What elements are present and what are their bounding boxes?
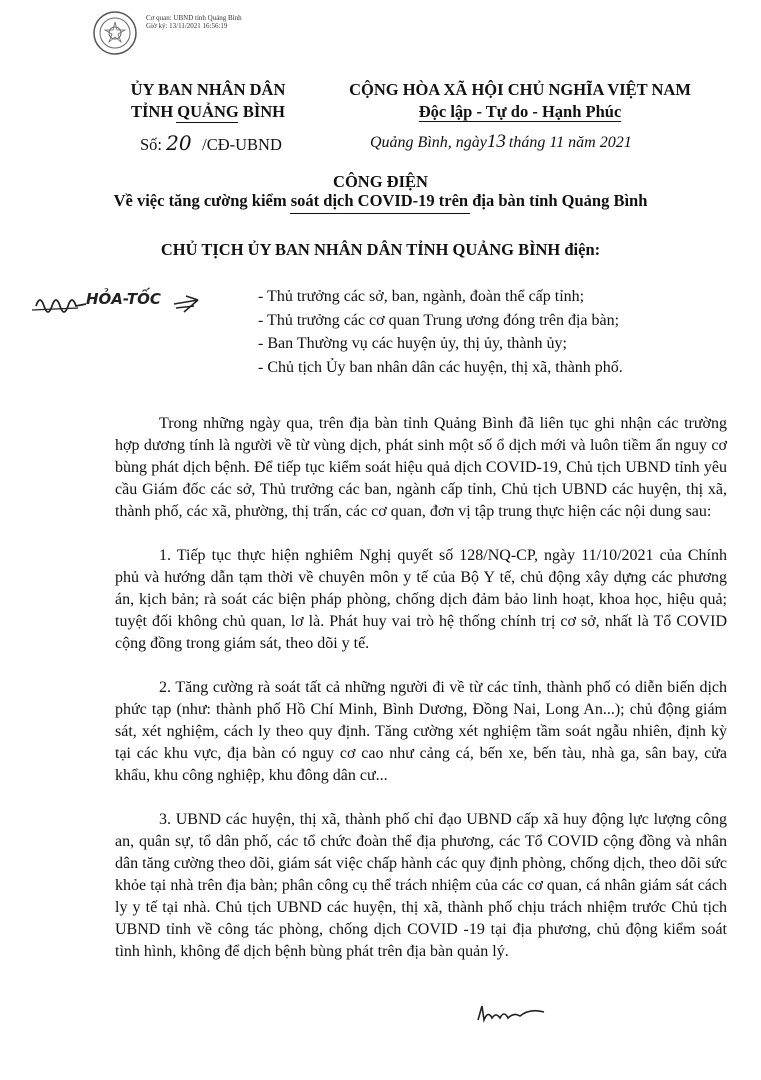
date-rest: tháng 11 năm 2021 — [508, 134, 632, 151]
national-motto-block — [320, 79, 720, 123]
date-place: Quảng Bình, ngày — [370, 134, 487, 151]
issuer-line-2: TỈNH QUẢNG BÌNH — [130, 102, 286, 121]
issuer-line-1: ỦY BAN NHÂN DÂN — [130, 80, 286, 99]
recipient-item: - Thủ trưởng các cơ quan Trung ương đóng trên địa bàn; — [258, 311, 620, 329]
handwritten-signature-icon — [474, 1000, 554, 1028]
doc-number — [140, 131, 282, 155]
doc-number-suffix: /CĐ-UBND — [202, 135, 282, 154]
subject-divider — [290, 213, 470, 214]
document-type: CÔNG ĐIỆN — [333, 172, 428, 191]
issuer-block — [118, 79, 298, 123]
date-day-handwritten: 13 — [486, 131, 506, 152]
body-paragraph-2: 2. Tăng cường rà soát tất cả những người đi về từ các tỉnh, thành phố có diễn biến dịch phức tạp (như: thành phố Hồ Chí Minh, Bình Dương, Đồng Nai, Long An...); chủ động giám sát, xét nghiệm, cách ly theo quy định. Tăng cường xét nghiệm tầm soát ngẫu nhiên, định kỳ tại các khu vực, địa bàn có nguy cơ cao như cảng cá, bến xe, bến tàu, nhà ga, sân bay, cửa khẩu, khu công nghiệp, khu đông dân cư... — [115, 679, 727, 784]
recipient-item: - Chủ tịch Ủy ban nhân dân các huyện, thị xã, thành phố. — [258, 358, 623, 376]
signature-agency: Cơ quan: UBND tỉnh Quảng Bình — [146, 14, 242, 22]
body-paragraph-1: 1. Tiếp tục thực hiện nghiêm Nghị quyết số 128/NQ-CP, ngày 11/10/2021 của Chính phủ và hướng dẫn tạm thời về chuyên môn y tế của Bộ Y tế, chủ động xây dựng các phương án, kịch bản; rà soát các biện pháp phòng, chống dịch đảm bảo linh hoạt, khoa học, hiệu quả; tuyệt đối không chủ quan, lơ là. Phát huy vai trò hệ thống chính trị cơ sở, nhất là Tổ COVID cộng đồng trong giám sát, theo dõi y tế. — [115, 547, 727, 652]
issue-date — [370, 131, 632, 153]
recipient-item: - Ban Thường vụ các huyện ủy, thị ủy, thành ủy; — [258, 335, 567, 352]
document-sender: CHỦ TỊCH ỦY BAN NHÂN DÂN TỈNH QUẢNG BÌNH điện: — [160, 240, 601, 259]
seal-icon — [92, 10, 138, 56]
body-paragraph-3: 3. UBND các huyện, thị xã, thành phố chỉ đạo UBND cấp xã huy động lực lượng công an, quân sự, tổ dân phố, các tổ chức đoàn thể địa phương, các Tổ COVID cộng đồng và nhân dân tăng cường theo dõi, giám sát việc chấp hành các quy định phòng, chống dịch, theo dõi sức khỏe tại nhà trên địa bàn; phân công cụ thể trách nhiệm của các cơ quan, cá nhân giám sát cách ly y tế tại nhà. Chủ tịch UBND các huyện, thị xã, thành phố chịu trách nhiệm trước Chủ tịch UBND tỉnh về công tác phòng, chống dịch COVID -19 tại địa phương, chủ động kiểm soát tình hình, không để dịch bệnh bùng phát trên địa bàn quản lý. — [115, 811, 727, 960]
issuer-divider — [176, 122, 238, 123]
doc-number-prefix: Số: — [140, 135, 163, 154]
nation-title: CỘNG HÒA XÃ HỘI CHỦ NGHĨA VIỆT NAM — [349, 80, 691, 99]
digital-signature-meta — [146, 14, 242, 30]
body-paragraph-intro: Trong những ngày qua, trên địa bàn tỉnh Quảng Bình đã liên tục ghi nhận các trường hợp dương tính là người về từ vùng dịch, phát sinh một số ổ dịch mới và luôn tiềm ẩn nguy cơ bùng phát dịch bệnh. Để tiếp tục kiểm soát hiệu quả dịch COVID-19, Chủ tịch UBND tỉnh yêu cầu Giám đốc các sở, Thủ trưởng các ban, ngành cấp tỉnh, Chủ tịch UBND các huyện, thị xã, thành phố, các xã, phường, thị trấn, các cơ quan, đơn vị tập trung thực hiện các nội dung sau: — [115, 415, 727, 520]
doc-number-handwritten: 20 — [166, 131, 192, 155]
urgency-stamp-label: HỎA-TỐC — [86, 290, 161, 308]
signature-time: Giờ ký: 13/11/2021 16:56:19 — [146, 22, 228, 30]
document-subject: Về việc tăng cường kiểm soát dịch COVID-19 trên địa bàn tỉnh Quảng Bình — [113, 191, 648, 210]
nation-motto: Độc lập - Tự do - Hạnh Phúc — [418, 102, 622, 121]
recipient-list — [258, 285, 738, 379]
recipient-item: - Thủ trưởng các sở, ban, ngành, đoàn thể cấp tỉnh; — [258, 288, 585, 305]
